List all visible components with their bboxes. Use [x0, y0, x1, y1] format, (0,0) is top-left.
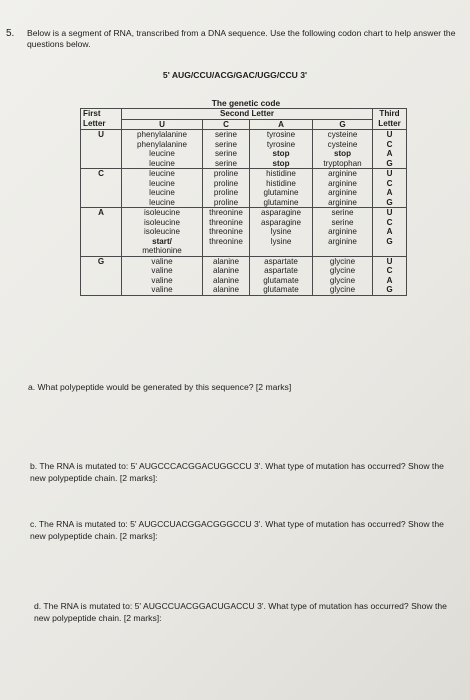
second-letter-a: A: [250, 119, 313, 130]
codon-row-a: [81, 208, 407, 257]
amino-acid: threonine: [209, 236, 243, 246]
question-part-d: d. The RNA is mutated to: 5' AUGCCUACGGACUGACCU 3'. What type of mutation has occurred? Show the new polypeptide chain. [2 marks]:: [34, 601, 447, 623]
second-letter-u: U: [122, 119, 203, 130]
third-letter: A: [386, 227, 393, 236]
codon-row-u: [81, 130, 407, 169]
amino-acid: isoleucine: [144, 217, 180, 227]
amino-acid: phenylalanine: [137, 130, 187, 139]
amino-acid: asparagine: [260, 208, 302, 217]
cell-au: [122, 208, 203, 257]
third-letter-header: [373, 109, 407, 130]
amino-acid: aspartate: [264, 266, 298, 275]
amino-acid: leucine: [149, 188, 175, 197]
amino-acid: alanine: [212, 256, 240, 266]
amino-acid: histidine: [266, 169, 296, 178]
third-letters-g: [373, 256, 407, 295]
first-letter-c: C: [81, 169, 122, 208]
amino-acid: valine: [151, 285, 173, 294]
amino-acid: glutamine: [263, 188, 299, 197]
amino-acid: arginine: [328, 236, 357, 246]
amino-acid: lysine: [270, 227, 292, 236]
amino-acid: proline: [213, 197, 239, 207]
cell-gc: [203, 256, 250, 295]
codon-row-c: [81, 169, 407, 208]
third-letter: C: [386, 139, 393, 149]
amino-acid: serine: [331, 217, 354, 227]
cell-cu: [122, 169, 203, 208]
amino-acid: glutamate: [263, 285, 299, 294]
third-letter: C: [386, 217, 393, 227]
second-letter-g: G: [313, 119, 373, 130]
third-letter: U: [386, 256, 393, 266]
third-letter: G: [386, 285, 393, 294]
first-letter-g: G: [81, 256, 122, 295]
codon-row-g: [81, 256, 407, 295]
stop-codon: stop: [333, 149, 352, 158]
amino-acid: proline: [213, 188, 239, 197]
question-number: 5.: [6, 28, 15, 39]
first-letter-u: U: [81, 130, 122, 169]
third-letter: A: [386, 188, 393, 197]
amino-acid: serine: [214, 130, 238, 139]
amino-acid: leucine: [149, 197, 175, 207]
third-letter: G: [386, 158, 393, 168]
third-letters-c: [373, 169, 407, 208]
amino-acid: alanine: [212, 285, 240, 294]
amino-acid: arginine: [328, 188, 357, 197]
third-letter: A: [386, 275, 393, 285]
cell-uc: [203, 130, 250, 169]
start-codon: start/: [152, 236, 172, 246]
amino-acid: valine: [151, 256, 173, 266]
amino-acid: histidine: [266, 178, 296, 188]
cell-cg: [313, 169, 373, 208]
amino-acid: asparagine: [260, 217, 302, 227]
stop-codon: stop: [272, 149, 290, 158]
amino-acid: serine: [214, 139, 238, 149]
amino-acid: arginine: [328, 169, 357, 178]
amino-acid: glycine: [329, 275, 356, 285]
rna-sequence: 5' AUG/CCU/ACG/GAC/UGG/CCU 3': [162, 70, 308, 80]
third-letter: U: [386, 130, 393, 139]
question-part-a: a. What polypeptide would be generated by this sequence? [2 marks]: [28, 382, 292, 392]
amino-acid: methionine: [142, 246, 182, 255]
amino-acid: glycine: [329, 285, 356, 294]
first-letter-label: First Letter: [83, 109, 106, 128]
third-letters-u: [373, 130, 407, 169]
amino-acid: cysteine: [327, 139, 358, 149]
cell-ac: [203, 208, 250, 257]
amino-acid: tyrosine: [266, 139, 296, 149]
cell-ua: [250, 130, 313, 169]
third-letter: A: [386, 149, 393, 158]
amino-acid: alanine: [212, 266, 240, 275]
amino-acid: glycine: [329, 266, 356, 275]
amino-acid: alanine: [212, 275, 240, 285]
amino-acid: valine: [151, 266, 173, 275]
second-letter-c: C: [203, 119, 250, 130]
third-letter-label: Third Letter: [378, 109, 401, 128]
third-letter: C: [386, 266, 393, 275]
first-letter-a: A: [81, 208, 122, 257]
cell-ga: [250, 256, 313, 295]
amino-acid: threonine: [209, 227, 243, 236]
amino-acid: threonine: [209, 217, 243, 227]
amino-acid: serine: [214, 149, 238, 158]
question-part-b: b. The RNA is mutated to: 5' AUGCCCACGGACUGGCCU 3'. What type of mutation has occurred? Show the new polypeptide chain. [2 marks]:: [30, 461, 444, 483]
third-letters-a: [373, 208, 407, 257]
amino-acid: arginine: [328, 178, 357, 188]
amino-acid: phenylalanine: [137, 139, 187, 149]
amino-acid: threonine: [209, 208, 243, 217]
codon-table-title: The genetic code: [211, 98, 281, 108]
amino-acid: serine: [214, 158, 238, 168]
amino-acid: glutamate: [263, 275, 299, 285]
question-intro: Below is a segment of RNA, transcribed from a DNA sequence. Use the following codon chart to help answer the questions below.: [27, 28, 456, 49]
amino-acid: cysteine: [327, 130, 358, 139]
third-letter: C: [386, 178, 393, 188]
third-letter: U: [386, 169, 393, 178]
cell-ag: [313, 208, 373, 257]
amino-acid: arginine: [328, 227, 357, 236]
amino-acid: proline: [213, 169, 239, 178]
cell-uu: [122, 130, 203, 169]
first-letter-header: [81, 109, 122, 130]
amino-acid: arginine: [328, 197, 357, 207]
amino-acid: isoleucine: [144, 227, 180, 236]
amino-acid: glycine: [329, 256, 356, 266]
cell-ug: [313, 130, 373, 169]
amino-acid: valine: [151, 275, 173, 285]
third-letter: U: [386, 208, 393, 217]
third-letter: G: [386, 236, 393, 246]
second-letter-header: Second Letter: [122, 109, 373, 120]
cell-gu: [122, 256, 203, 295]
amino-acid: serine: [331, 208, 354, 217]
question-part-c: c. The RNA is mutated to: 5' AUGCCUACGGACGGGCCU 3'. What type of mutation has occurred? Show the new polypeptide chain. [2 marks]:: [30, 519, 444, 541]
amino-acid: aspartate: [264, 256, 298, 266]
cell-gg: [313, 256, 373, 295]
amino-acid: proline: [213, 178, 239, 188]
amino-acid: leucine: [149, 158, 175, 168]
amino-acid: isoleucine: [144, 208, 180, 217]
cell-aa: [250, 208, 313, 257]
amino-acid: tyrosine: [266, 130, 296, 139]
cell-cc: [203, 169, 250, 208]
codon-table: [80, 108, 407, 296]
stop-codon: stop: [272, 158, 290, 168]
amino-acid: lysine: [270, 236, 292, 246]
amino-acid: leucine: [149, 169, 175, 178]
amino-acid: glutamine: [263, 197, 299, 207]
amino-acid: leucine: [149, 149, 175, 158]
amino-acid: leucine: [149, 178, 175, 188]
cell-ca: [250, 169, 313, 208]
amino-acid: tryptophan: [323, 158, 362, 168]
third-letter: G: [386, 197, 393, 207]
